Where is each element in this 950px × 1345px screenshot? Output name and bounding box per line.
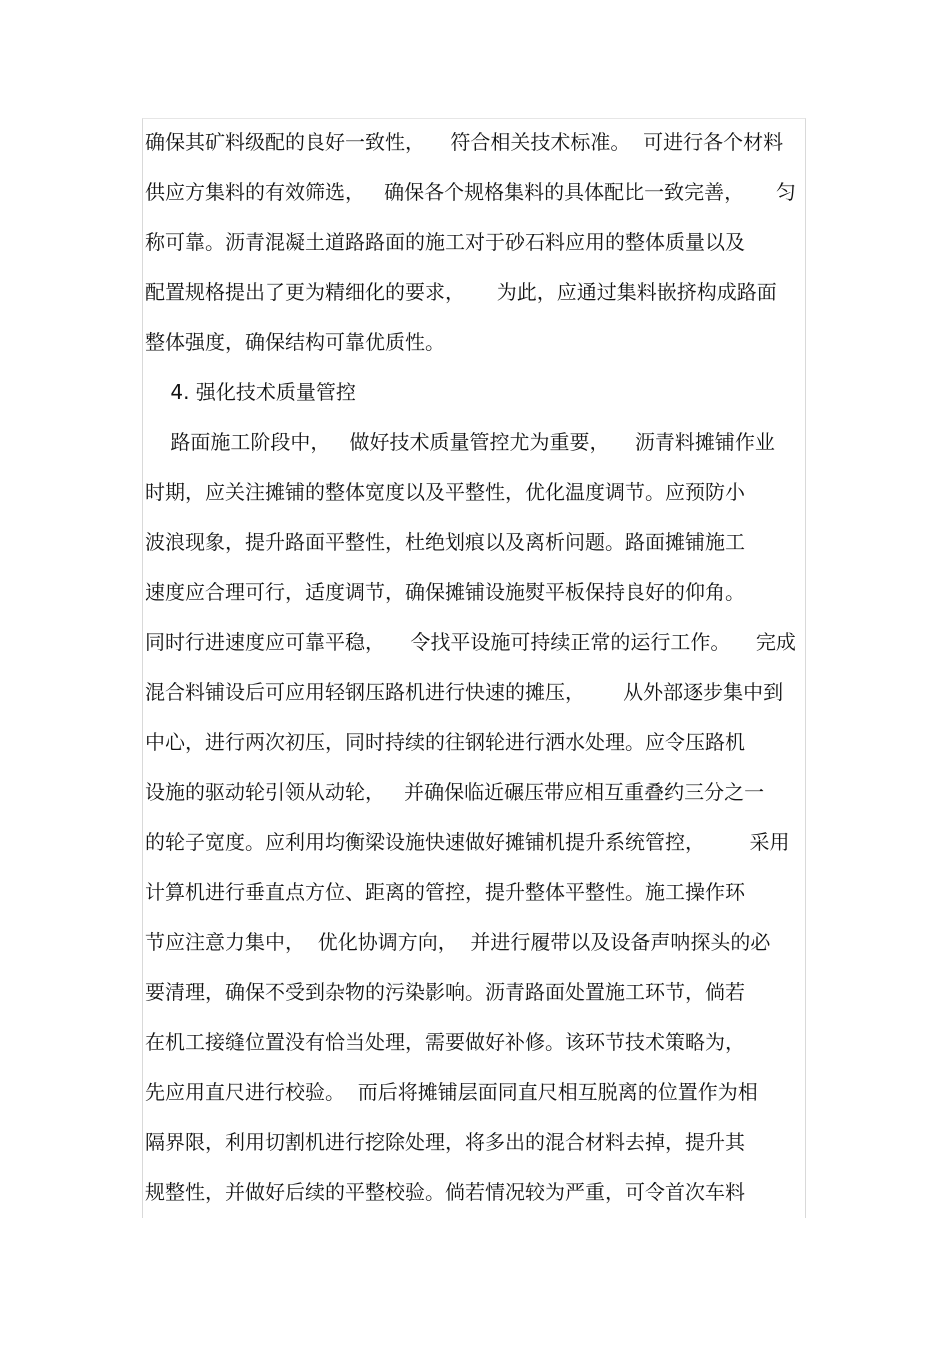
text-line: 先应用直尺进行校验。 而后将摊铺层面同直尺相互脱离的位置作为相 <box>145 1080 758 1104</box>
text-line: 整体强度，确保结构可靠优质性。 <box>145 330 445 354</box>
text-line: 规整性，并做好后续的平整校验。倘若情况较为严重，可令首次车料 <box>145 1180 745 1204</box>
text-line: 隔界限，利用切割机进行挖除处理，将多出的混合材料去掉，提升其 <box>145 1130 745 1154</box>
text-line: 设施的驱动轮引领从动轮， 并确保临近碾压带应相互重叠约三分之一 <box>145 780 765 804</box>
text-line: 波浪现象，提升路面平整性，杜绝划痕以及离析问题。路面摊铺施工 <box>145 530 745 554</box>
text-line: 同时行进速度应可靠平稳， 令找平设施可持续正常的运行工作。 完成 <box>145 630 796 654</box>
section-heading: 4. 强化技术质量管控 <box>145 380 356 404</box>
text-line: 节应注意力集中， 优化协调方向， 并进行履带以及设备声呐探头的必 <box>145 930 771 954</box>
text-line: 称可靠。沥青混凝土道路路面的施工对于砂石料应用的整体质量以及 <box>145 230 745 254</box>
text-line: 计算机进行垂直点方位、距离的管控，提升整体平整性。施工操作环 <box>145 880 745 904</box>
text-line: 供应方集料的有效筛选， 确保各个规格集料的具体配比一致完善， 匀 <box>145 180 796 204</box>
text-line: 时期，应关注摊铺的整体宽度以及平整性，优化温度调节。应预防小 <box>145 480 745 504</box>
text-line: 配置规格提出了更为精细化的要求， 为此，应通过集料嵌挤构成路面 <box>145 280 777 304</box>
text-line: 速度应合理可行，适度调节，确保摊铺设施熨平板保持良好的仰角。 <box>145 580 745 604</box>
text-line: 确保其矿料级配的良好一致性， 符合相关技术标准。 可进行各个材料 <box>145 130 784 154</box>
text-line: 混合料铺设后可应用轻钢压路机进行快速的摊压， 从外部逐步集中到 <box>145 680 784 704</box>
text-line: 中心，进行两次初压，同时持续的往钢轮进行洒水处理。应令压路机 <box>145 730 745 754</box>
text-line: 要清理，确保不受到杂物的污染影响。沥青路面处置施工环节，倘若 <box>145 980 745 1004</box>
text-line: 在机工接缝位置没有恰当处理，需要做好补修。该环节技术策略为， <box>145 1030 745 1054</box>
text-line: 的轮子宽度。应利用均衡梁设施快速做好摊铺机提升系统管控， 采用 <box>145 830 790 854</box>
text-line: 路面施工阶段中， 做好技术质量管控尤为重要， 沥青料摊铺作业 <box>145 430 775 454</box>
